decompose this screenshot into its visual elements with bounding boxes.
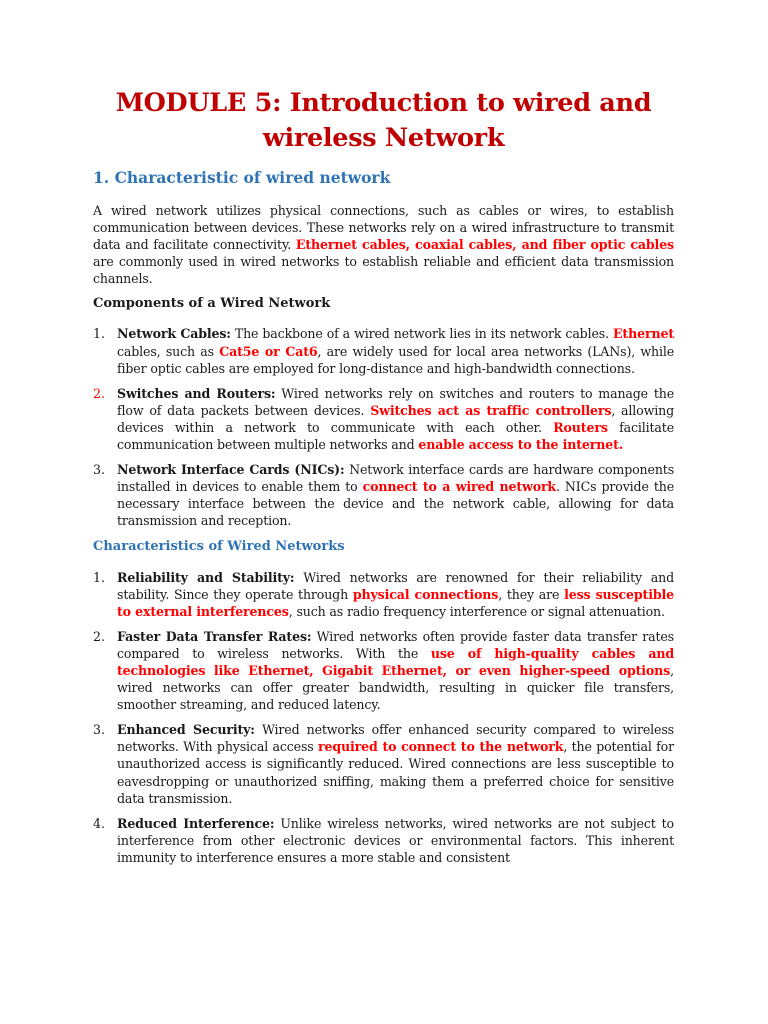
intro-text-1: A wired network utilizes physical connections, such as cables or wires, to establish communication between devices. These networks rely on a wired infrastructure to transmit data and facilitate connectivity. [93, 203, 674, 253]
intro-paragraph [93, 202, 674, 287]
list-item [93, 385, 674, 453]
item-text: Wired networks often provide faster data transfer rates compared to wireless networks. With the [117, 628, 674, 661]
item-text: Wired networks are renowned for their reliability and stability. Since they operate through [117, 569, 674, 602]
list-item [93, 569, 674, 620]
list-number: 1. [93, 569, 106, 585]
item-text: cables, such as [117, 343, 220, 359]
section-heading-wired: 1. Characteristic of wired network [93, 168, 391, 187]
item-highlight: connect to a wired network [362, 479, 557, 495]
item-text: Unlike wireless networks, wired networks are not subject to interference from other electronic devices or environmental factors. This inherent immunity to interference ensures a more stable and consistent [117, 815, 674, 865]
components-list [93, 325, 674, 529]
document-page [93, 86, 674, 874]
title-line-2: wireless Network [262, 123, 505, 153]
item-highlight: use of high-quality cables and technologies like Ethernet, Gigabit Ethernet, or even higher-speed options [117, 645, 674, 678]
item-text: , are widely used for local area networks (LANs), while fiber optic cables are employed for long-distance and high-bandwidth connections. [117, 343, 674, 376]
list-number: 2. [93, 385, 106, 401]
list-item [93, 628, 674, 713]
item-highlight: Cat5e or Cat6 [219, 343, 318, 359]
item-text: , the potential for unauthorized access is significantly reduced. Wired connections are less susceptible to eavesdropping or unauthorized sniffing, making them a preferred choice for sensitive data transmission. [117, 739, 674, 806]
item-highlight: Switches act as traffic controllers [370, 402, 612, 418]
item-text: , allowing devices within a network to communicate with each other. [117, 402, 674, 435]
item-text: Wired networks rely on switches and routers to manage the flow of data packets between devices. [117, 385, 674, 418]
characteristics-list [93, 569, 674, 867]
item-label: Enhanced Security: [117, 722, 255, 738]
list-number: 3. [93, 462, 106, 478]
item-text: Network interface cards are hardware components installed in devices to enable them to [117, 462, 675, 495]
item-label: Reduced Interference: [117, 815, 275, 831]
item-label: Network Cables: [117, 326, 231, 342]
item-highlight: Ethernet [612, 326, 674, 342]
item-highlight: physical connections [352, 586, 499, 602]
list-number: 4. [93, 815, 106, 831]
title-line-1: MODULE 5: Introduction to wired and [115, 88, 652, 118]
page-title [93, 86, 674, 156]
list-number: 1. [93, 326, 106, 342]
item-text: facilitate communication between multiple networks and [117, 419, 674, 453]
list-item [93, 325, 674, 376]
item-text: , wired networks can offer greater bandwidth, resulting in quicker file transfers, smoother streaming, and reduced latency. [117, 662, 674, 713]
list-item [93, 721, 674, 806]
item-label: Faster Data Transfer Rates: [117, 628, 312, 644]
item-text: The backbone of a wired network lies in its network cables. [230, 326, 613, 342]
list-item [93, 815, 674, 866]
list-number: 3. [93, 722, 106, 738]
item-highlight: Routers [553, 419, 608, 435]
item-label: Switches and Routers: [117, 385, 276, 401]
item-text: Wired networks offer enhanced security compared to wireless networks. With physical access [117, 722, 674, 755]
intro-text-2: are commonly used in wired networks to establish reliable and efficient data transmission channels. [93, 254, 674, 287]
list-number: 2. [93, 628, 106, 644]
item-highlight: less susceptible to external interferences [117, 586, 674, 619]
components-heading: Components of a Wired Network [93, 296, 331, 312]
item-highlight: enable access to the internet. [418, 437, 624, 453]
item-text: . NICs provide the necessary interface between the device and the network cable, allowing for data transmission and reception. [117, 479, 674, 529]
characteristics-heading: Characteristics of Wired Networks [93, 538, 345, 554]
list-item [93, 461, 674, 529]
item-text: , they are [498, 586, 565, 602]
item-text: , such as radio frequency interference or signal attenuation. [288, 603, 665, 619]
item-label: Network Interface Cards (NICs): [117, 462, 345, 478]
item-highlight: required to connect to the network [318, 739, 564, 755]
item-label: Reliability and Stability: [117, 569, 295, 585]
intro-highlight: Ethernet cables, coaxial cables, and fiber optic cables [295, 237, 674, 253]
